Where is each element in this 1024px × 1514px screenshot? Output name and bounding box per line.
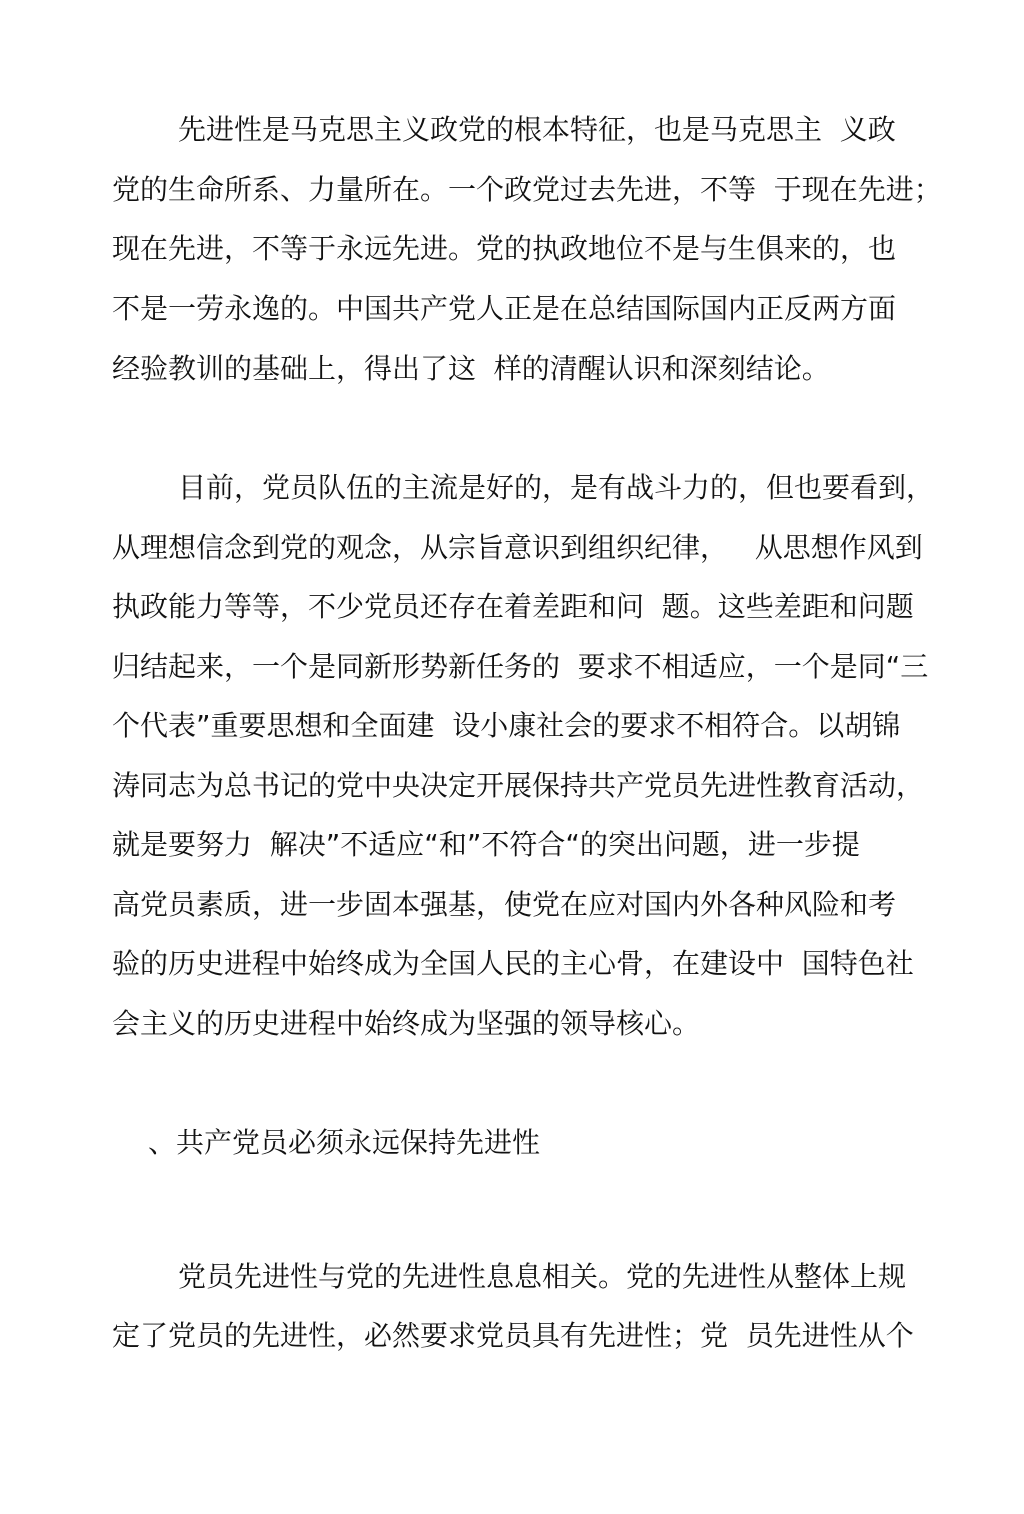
paragraph-line: 高党员素质，进一步固本强基，使党在应对国内外各种风险和考 [112, 888, 897, 921]
paragraph-line: 定了党员的先进性，必然要求党员具有先进性；党 员先进性从个 [112, 1319, 914, 1352]
paragraph-line: 经验教训的基础上，得出了这 样的清醒认识和深刻结论。 [112, 352, 830, 385]
paragraph-line: 就是要努力 解决”不适应“和”不符合“的突出问题，进一步提 [112, 828, 860, 861]
paragraph-line: 党员先进性与党的先进性息息相关。党的先进性从整体上规 [178, 1260, 907, 1293]
paragraph-line: 从理想信念到党的观念，从宗旨意识到组织纪律， 从思想作风到 [112, 531, 923, 564]
paragraph-line: 会主义的历史进程中始终成为坚强的领导核心。 [112, 1007, 701, 1040]
paragraph-line: 目前，党员队伍的主流是好的，是有战斗力的，但也要看到， [178, 471, 935, 504]
paragraph-line: 个代表”重要思想和全面建 设小康社会的要求不相符合。以胡锦 [112, 709, 901, 742]
paragraph-line: 现在先进，不等于永远先进。党的执政地位不是与生俱来的，也 [112, 232, 897, 265]
paragraph-line: 先进性是马克思主义政党的根本特征，也是马克思主 义政 [178, 113, 896, 146]
paragraph-line: 归结起来，一个是同新形势新任务的 要求不相适应，一个是同“三 [112, 650, 929, 683]
paragraph-line: 验的历史进程中始终成为全国人民的主心骨，在建设中 国特色社 [112, 947, 914, 980]
paragraph-line: 不是一劳永逸的。中国共产党人正是在总结国际国内正反两方面 [112, 292, 897, 325]
paragraph-line: 党的生命所系、力量所在。一个政党过去先进，不等 于现在先进； [112, 173, 942, 206]
section-heading-text: 、共产党员必须永远保持先进性 [148, 1126, 541, 1159]
paragraph-line: 执政能力等等，不少党员还存在着差距和问 题。这些差距和问题 [112, 590, 914, 623]
paragraph-line: 涛同志为总书记的党中央决定开展保持共产党员先进性教育活动， [112, 769, 925, 802]
